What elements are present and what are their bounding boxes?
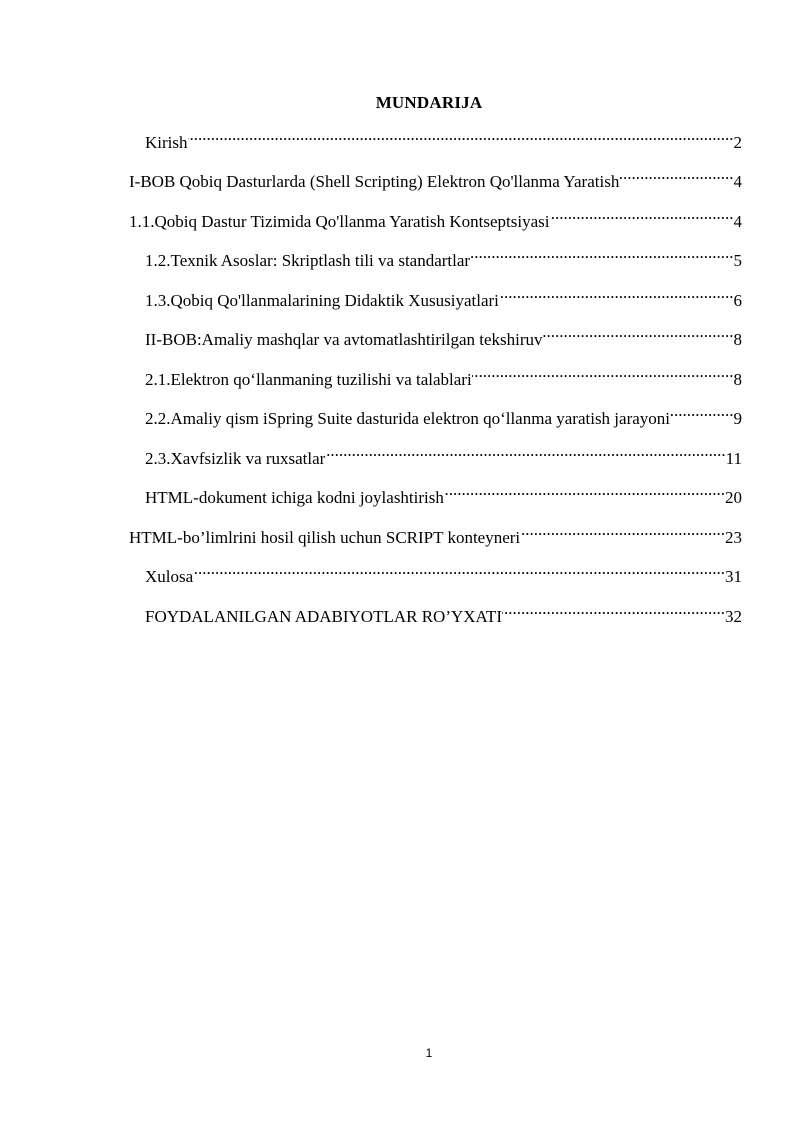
toc-dot-leader	[619, 161, 733, 187]
toc-entry-label: FOYDALANILGAN ADABIYOTLAR RO’YXATI	[145, 607, 502, 626]
toc-dot-leader	[444, 477, 725, 503]
toc-entry-page: 32	[725, 607, 742, 626]
toc-entry-label: 1.1.Qobiq Dastur Tizimida Qo'llanma Yaratish Kontseptsiyasi	[129, 212, 550, 231]
toc-entry-label: II-BOB:Amaliy mashqlar va avtomatlashtirilgan tekshiruv	[145, 330, 543, 349]
toc-entry-label: HTML-dokument ichiga kodni joylashtirish	[145, 488, 444, 507]
toc-entry-page: 4	[733, 172, 742, 191]
toc-entry-page: 5	[733, 251, 742, 270]
toc-entry-label: 2.1.Elektron qo‘llanmaning tuzilishi va talablari	[145, 370, 472, 389]
toc-dot-leader	[670, 398, 733, 424]
toc-entry[interactable]	[129, 161, 742, 191]
toc-entry-page: 6	[733, 291, 742, 310]
toc-dot-leader	[550, 201, 734, 227]
toc-entry-page: 8	[733, 330, 742, 349]
toc-title: MUNDARIJA	[375, 93, 483, 112]
toc-entry-label: Xulosa	[145, 567, 194, 586]
toc-entry-page: 11	[725, 449, 742, 468]
toc-dot-leader	[472, 359, 734, 385]
toc-entry[interactable]	[145, 359, 742, 389]
toc-entry[interactable]	[129, 201, 742, 231]
toc-entry[interactable]	[145, 398, 742, 428]
toc-dot-leader	[470, 240, 733, 266]
toc-entry-page: 8	[733, 370, 742, 389]
toc-entry-label: HTML-bo’limlrini hosil qilish uchun SCRIPT konteyneri	[129, 528, 521, 547]
toc-entry[interactable]	[145, 438, 742, 468]
toc-entry-page: 9	[733, 409, 742, 428]
toc-dot-leader	[193, 556, 725, 582]
toc-entry[interactable]	[145, 240, 742, 270]
toc-entry[interactable]	[129, 517, 742, 547]
toc-entry-page: 31	[725, 567, 742, 586]
toc-entry-label: I-BOB Qobiq Dasturlarda (Shell Scripting) Elektron Qo'llanma Yaratish	[129, 172, 620, 191]
toc-entry-page: 23	[725, 528, 742, 547]
toc-entry-page: 2	[733, 133, 742, 152]
toc-entry-label: 2.3.Xavfsizlik va ruxsatlar	[145, 449, 326, 468]
toc-dot-leader	[543, 319, 734, 345]
toc-entry[interactable]	[145, 477, 742, 507]
toc-entry-label: Kirish	[145, 133, 188, 152]
toc-entry-page: 20	[725, 488, 742, 507]
toc-entry[interactable]	[145, 280, 742, 310]
page-number: 1	[425, 1046, 433, 1060]
toc-entry[interactable]	[145, 122, 742, 152]
toc-dot-leader	[188, 122, 734, 148]
toc-entry[interactable]	[145, 556, 742, 586]
toc-dot-leader	[325, 438, 725, 464]
toc-dot-leader	[520, 517, 725, 543]
toc-entry-label: 1.3.Qobiq Qo'llanmalarining Didaktik Xususiyatlari	[145, 291, 499, 310]
toc-entry-label: 1.2.Texnik Asoslar: Skriptlash tili va standartlar	[145, 251, 471, 270]
toc-entry-page: 4	[733, 212, 742, 231]
toc-entry[interactable]	[145, 319, 742, 349]
toc-entry-label: 2.2.Amaliy qism iSpring Suite dasturida elektron qo‘llanma yaratish jarayoni	[145, 409, 671, 428]
toc-dot-leader	[502, 596, 725, 622]
toc-dot-leader	[499, 280, 734, 306]
toc-entry[interactable]	[145, 596, 742, 626]
